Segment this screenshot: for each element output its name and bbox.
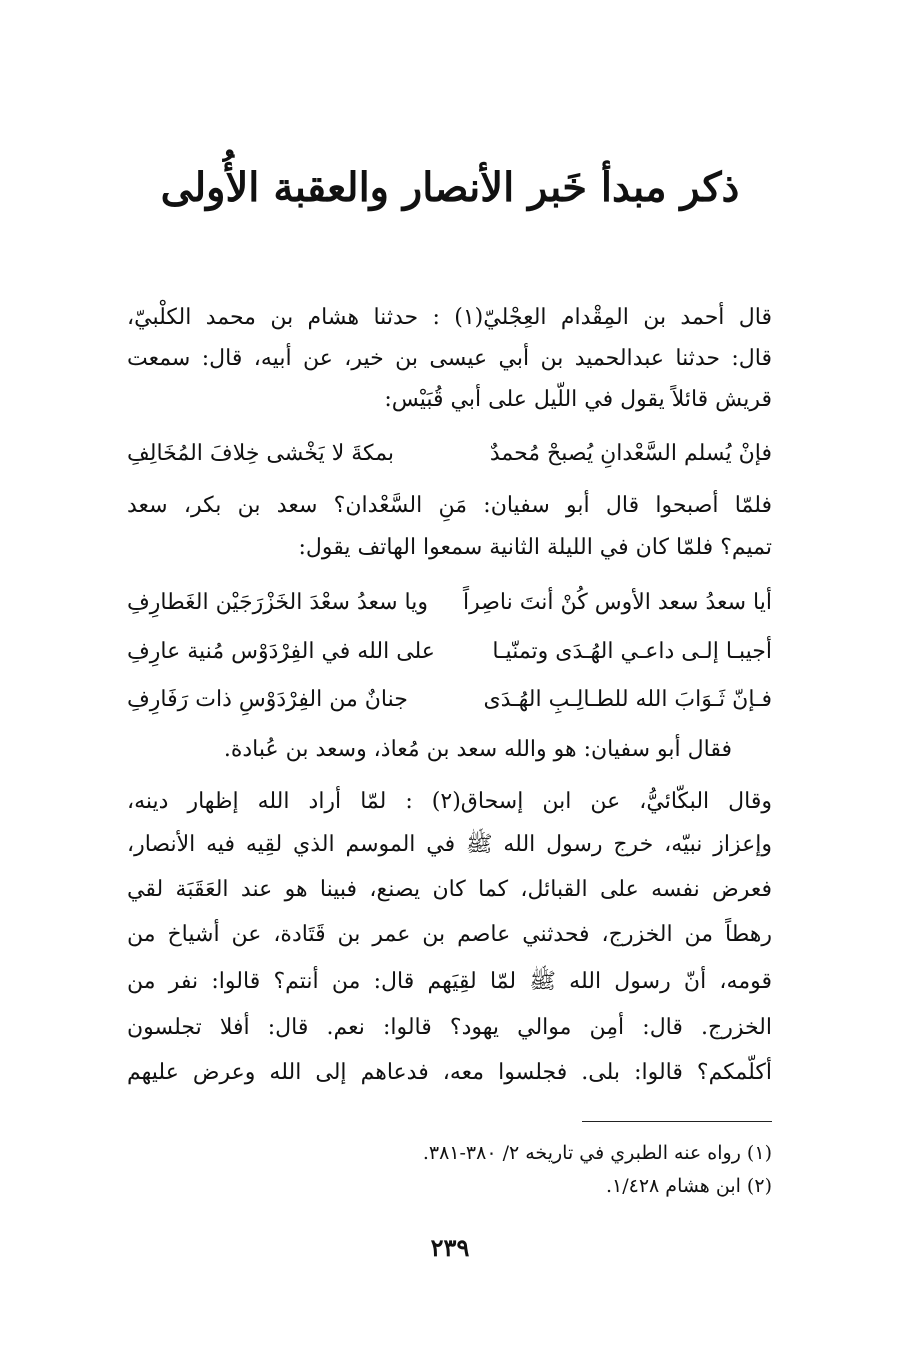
text-line-12: الخزرج. قال: أمِن موالي يهود؟ قالوا: نعم. قال: أفلا تجلسون	[127, 1015, 772, 1040]
verse-1-second-hemistich: بمكةَ لا يَخْشى خِلافَ المُخَالِفِ	[127, 441, 395, 466]
text-line-10: رهطاً من الخزرج، فحدثني عاصم بن عمر بن قَتَادة، عن أشياخ من	[127, 922, 772, 947]
verse-2-second-hemistich: ويا سعدُ سعْدَ الخَزْرَجَيْن الغَطارِفِ	[127, 590, 428, 615]
text-line-13: أكلّمكم؟ قالوا: بلى. فجلسوا معه، فدعاهم إلى الله وعرض عليهم	[127, 1060, 772, 1085]
verse-3	[127, 632, 772, 672]
verse-2-first-hemistich: أيا سعدُ سعد الأوس كُنْ أنتَ ناصِراً	[462, 590, 772, 615]
text-line-9: فعرض نفسه على القبائل، كما كان يصنع، فبينا هو عند العَقَبَة لقي	[127, 877, 772, 902]
text-line-1: قال أحمد بن المِقْدام العِجْليّ(١) : حدثنا هشام بن محمد الكلْبيّ،	[127, 305, 772, 330]
text-line-5: تميم؟ فلمّا كان في الليلة الثانية سمعوا الهاتف يقول:	[298, 535, 772, 560]
verse-4	[127, 680, 772, 720]
verse-4-first-hemistich: فـإنّ ثَـوَابَ الله للطـالِـبِ الهُـدَى	[483, 687, 772, 712]
footnote-1: (١) رواه عنه الطبري في تاريخه ٢/ ٣٨٠-٣٨١.	[422, 1142, 772, 1164]
verse-1	[127, 434, 772, 474]
footnote-divider	[582, 1121, 772, 1122]
chapter-title: ذكر مبدأ خَبر الأنصار والعقبة الأُولى	[160, 164, 740, 211]
footnote-2: (٢) ابن هشام ١/٤٢٨.	[605, 1175, 772, 1197]
text-line-7: وقال البكّائيُّ، عن ابن إسحاق(٢) : لمّا أراد الله إظهار دينه،	[127, 789, 772, 814]
text-line-2: قال: حدثنا عبدالحميد بن أبي عيسى بن خير، عن أبيه، قال: سمعت	[127, 346, 772, 371]
verse-1-first-hemistich: فإنْ يُسلم السَّعْدانِ يُصبحْ مُحمدٌ	[489, 441, 772, 466]
verse-4-second-hemistich: جنانٌ من الفِرْدَوْسِ ذات رَفَارِفِ	[127, 687, 408, 712]
text-line-3: قريش قائلاً يقول في اللّيل على أبي قُبَيْس:	[384, 387, 772, 412]
text-line-8: وإعزاز نبيّه، خرج رسول الله ﷺ في الموسم الذي لقِيه فيه الأنصار،	[127, 832, 772, 857]
verse-3-first-hemistich: أجيبـا إلـى داعـي الهُـدَى وتمنّيـا	[492, 639, 772, 664]
verse-3-second-hemistich: على الله في الفِرْدَوْس مُنية عارِفِ	[127, 639, 435, 664]
verse-2	[127, 583, 772, 623]
page-number: ٢٣٩	[430, 1233, 470, 1262]
text-line-11: قومه، أنّ رسول الله ﷺ لمّا لقِيَهم قال: من أنتم؟ قالوا: نفر من	[127, 969, 772, 994]
text-line-6: فقال أبو سفيان: هو والله سعد بن مُعاذ، وسعد بن عُبادة.	[223, 737, 732, 762]
text-line-4: فلمّا أصبحوا قال أبو سفيان: مَنِ السَّعْدان؟ سعد بن بكر، سعد	[127, 493, 772, 518]
